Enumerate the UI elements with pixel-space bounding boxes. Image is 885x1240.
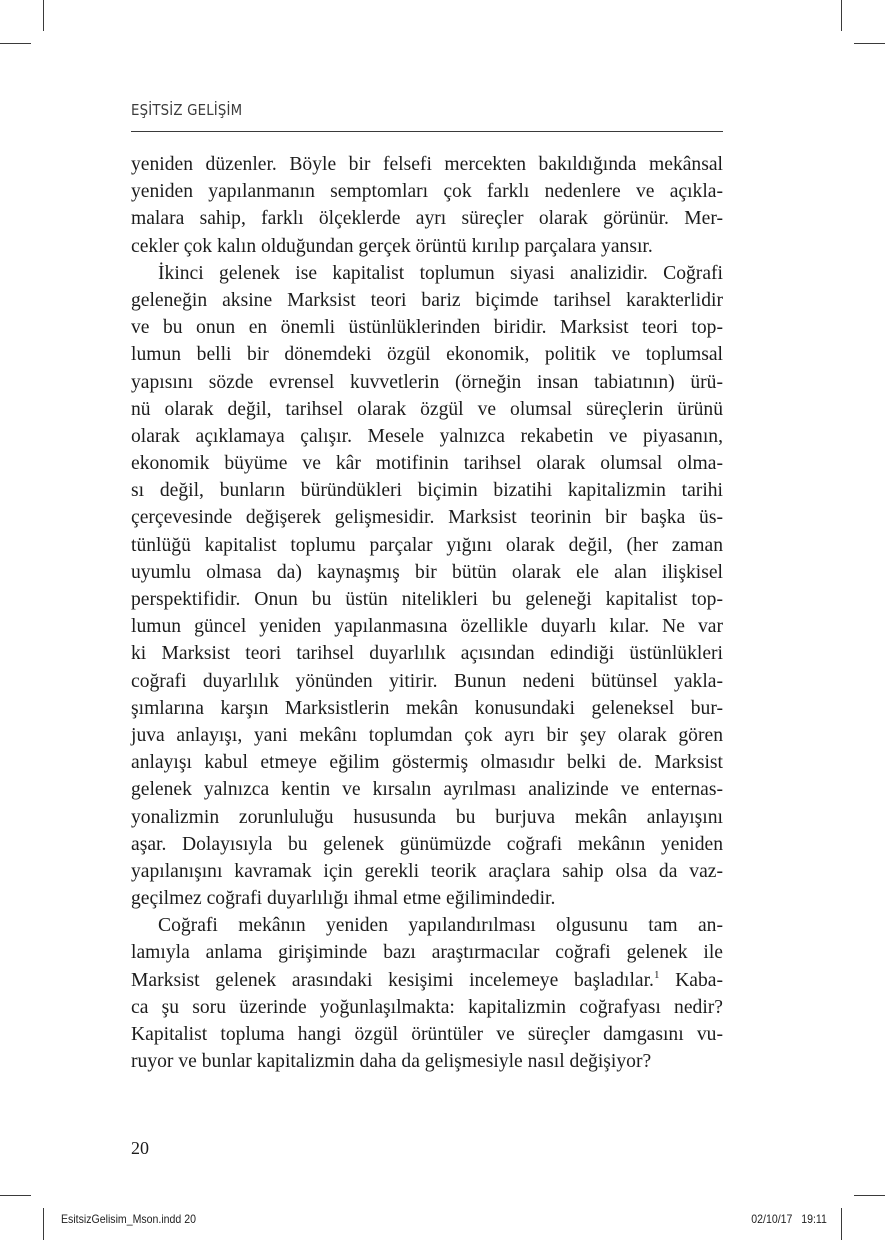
text-line: lumun güncel yeniden yapılanmasına özellikle duyarlı kılar. Ne var xyxy=(131,616,723,638)
running-head: EŞİTSİZ GELİŞİM xyxy=(131,101,243,119)
text-line: anlayışı kabul etmeye eğilim göstermiş olmasıdır belki de. Marksist xyxy=(131,752,723,774)
text-line: gelenek yalnızca kentin ve kırsalın ayrılması analizinde ve enternas- xyxy=(131,779,723,801)
text-line: ca şu soru üzerinde yoğunlaşılmakta: kapitalizmin coğrafyası nedir? xyxy=(131,996,723,1018)
text-line: aşar. Dolayısıyla bu gelenek günümüzde coğrafi mekânın yeniden xyxy=(131,833,723,855)
crop-mark-top-right-vertical xyxy=(841,0,842,31)
text-line: ve bu onun en önemli üstünlüklerinden biridir. Marksist teori top- xyxy=(131,317,723,339)
crop-mark-top-right-horizontal xyxy=(854,43,885,44)
text-line: Marksist gelenek arasındaki kesişimi incelemeye başladılar.$^1$ Kaba- xyxy=(131,968,724,991)
text-line: malara sahip, farklı ölçeklerde ayrı süreçler olarak görünür. Mer- xyxy=(131,208,723,230)
crop-mark-top-left-vertical xyxy=(43,0,44,31)
text-line: uyumlu olmasa da) kaynaşmış bir bütün olarak ele alan ilişkisel xyxy=(131,561,723,583)
text-line: yeniden düzenler. Böyle bir felsefi mercekten bakıldığında mekânsal xyxy=(131,154,723,175)
text-line: olarak açıklamaya çalışır. Mesele yalnızca rekabetin ve piyasanın, xyxy=(131,425,723,447)
text-line: lamıyla anlama girişiminde bazı araştırmacılar coğrafi gelenek ile xyxy=(131,942,723,964)
page-number: 20 xyxy=(131,1138,149,1158)
crop-mark-bottom-right-vertical xyxy=(841,1208,842,1240)
slug-time: 19:11 xyxy=(801,1212,827,1226)
crop-mark-bottom-right-horizontal xyxy=(854,1195,885,1196)
text-line: nü olarak değil, tarihsel olarak özgül ve olumsal süreçlerin ürünü xyxy=(131,398,723,420)
slug-timestamp xyxy=(751,1212,827,1226)
text-line: yapılanışını kavramak için gerekli teorik araçlara sahip olsa da vaz- xyxy=(131,860,723,882)
text-line: geleneğin aksine Marksist teori bariz biçimde tarihsel karakterlidir xyxy=(131,289,723,311)
text-line: tünlüğü kapitalist toplumu parçalar yığını olarak değil, (her zaman xyxy=(131,534,723,556)
text-line: çerçevesinde değişerek gelişmesidir. Marksist teorinin bir başka üs- xyxy=(131,507,723,529)
running-head-rule xyxy=(131,131,723,132)
text-line: Kapitalist topluma hangi özgül örüntüler ve süreçler damgasını vu- xyxy=(131,1024,723,1045)
paragraph xyxy=(131,151,723,260)
crop-mark-top-left-horizontal xyxy=(0,43,31,44)
text-line: yeniden yapılanmanın semptomları çok farklı nedenlere ve açıkla- xyxy=(131,181,723,203)
crop-mark-bottom-left-vertical xyxy=(43,1208,44,1240)
text-line: yonalizmin zorunluluğu hususunda bu burjuva mekân anlayışını xyxy=(131,806,723,828)
footnote-reference[interactable]: 1 xyxy=(653,968,660,981)
text-line: Coğrafi mekânın yeniden yapılandırılması olgusunu tam an- xyxy=(158,915,723,937)
text-line: geçilmez coğrafi duyarlılığı ihmal etme eğilimindedir. xyxy=(131,888,556,910)
text-line: ki Marksist teori tarihsel duyarlılık açısından edindiği üstünlükleri xyxy=(131,643,723,665)
body-text xyxy=(131,151,723,1075)
text-line: lumun belli bir dönemdeki özgül ekonomik, politik ve toplumsal xyxy=(131,344,723,366)
text-line: ruyor ve bunlar kapitalizmin daha da gelişmesiyle nasıl değişiyor? xyxy=(131,1051,652,1073)
text-line: cekler çok kalın olduğundan gerçek örüntü kırılıp parçalara yansır. xyxy=(131,235,653,257)
slug-filename: EsitsizGelisim_Mson.indd 20 xyxy=(61,1212,196,1226)
crop-mark-bottom-left-horizontal xyxy=(0,1195,31,1196)
text-line: ekonomik büyüme ve kâr motifinin tarihsel olarak olumsal olma- xyxy=(131,453,723,475)
text-line: coğrafi duyarlılık yönünden yitirir. Bunun nedeni bütünsel yakla- xyxy=(131,670,723,692)
paragraph xyxy=(131,260,723,913)
text-line: sı değil, bunların büründükleri biçimin bizatihi kapitalizmin tarihi xyxy=(131,480,723,502)
slug-date: 02/10/17 xyxy=(751,1212,793,1226)
text-line: juva anlayışı, yani mekânı toplumdan çok ayrı bir şey olarak gören xyxy=(131,724,723,746)
text-fragment: Kaba- xyxy=(659,969,724,991)
text-line: yapısını sözde evrensel kuvvetlerin (örneğin insan tabiatının) ürü- xyxy=(131,371,723,393)
text-line: şımlarına karşın Marksistlerin mekân konusundaki geleneksel bur- xyxy=(131,697,723,719)
paragraph xyxy=(131,912,723,1075)
text-line: perspektifidir. Onun bu üstün nitelikleri bu geleneği kapitalist top- xyxy=(131,589,723,610)
text-line: İkinci gelenek ise kapitalist toplumun siyasi analizidir. Coğrafi xyxy=(158,262,723,284)
